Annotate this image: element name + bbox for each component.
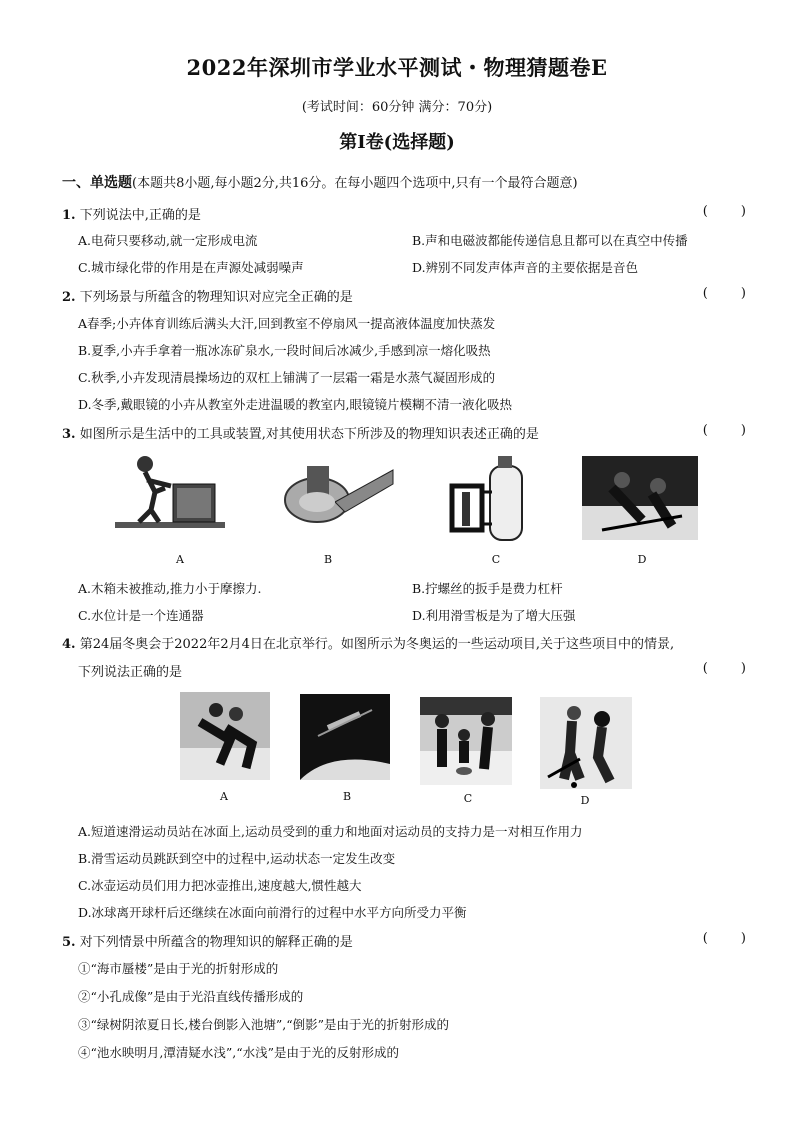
answer-blank: ( ) bbox=[702, 204, 746, 219]
option-d: D.辨别不同发声体声音的主要依据是音色 bbox=[412, 260, 639, 275]
figure-water-gauge bbox=[440, 452, 530, 542]
page-title: 2022年深圳市学业水平测试・物理猜题卷E bbox=[186, 55, 608, 80]
question-number: 4. bbox=[62, 637, 76, 652]
statement-1: ①“海市蜃楼”是由于光的折射形成的 bbox=[78, 961, 279, 976]
option-d: D.利用滑雪板是为了增大压强 bbox=[412, 608, 576, 623]
question-5 bbox=[62, 931, 353, 950]
figure-box-pushing bbox=[115, 452, 225, 532]
question-stem: 下列场景与所蕴含的物理知识对应完全正确的是 bbox=[79, 290, 353, 305]
question-2 bbox=[62, 286, 353, 305]
option-a: A.电荷只要移动,就一定形成电流 bbox=[78, 233, 258, 248]
question-1 bbox=[62, 204, 201, 223]
figure-ski-jump bbox=[300, 694, 390, 780]
option-d: D.冰球离开球杆后还继续在冰面向前滑行的过程中水平方向所受力平衡 bbox=[78, 905, 467, 920]
question-stem: 如图所示是生活中的工具或装置,对其使用状态下所涉及的物理知识表述正确的是 bbox=[79, 427, 539, 442]
question-4 bbox=[62, 633, 674, 652]
figure-speed-skating bbox=[180, 692, 270, 780]
section-label: 一、单选题 bbox=[62, 175, 132, 191]
statement-4: ④“池水映明月,潭清疑水浅”,“水浅”是由于光的反射形成的 bbox=[78, 1045, 400, 1060]
statement-2: ②“小孔成像”是由于光沿直线传播形成的 bbox=[78, 989, 304, 1004]
option-c: C.秋季,小卉发现清晨操场边的双杠上铺满了一层霜一霜是水蒸气凝固形成的 bbox=[78, 370, 496, 385]
option-a: A.短道速滑运动员站在冰面上,运动员受到的重力和地面对运动员的支持力是一对相互作用力 bbox=[78, 824, 583, 839]
question-3 bbox=[62, 423, 539, 442]
figure-caption: B bbox=[323, 553, 333, 566]
option-b: B.声和电磁波都能传递信息且都可以在真空中传播 bbox=[412, 233, 688, 248]
option-b: B.滑雪运动员跳跃到空中的过程中,运动状态一定发生改变 bbox=[78, 851, 396, 866]
question-stem: 对下列情景中所蕴含的物理知识的解释正确的是 bbox=[79, 935, 353, 950]
option-c: C.城市绿化带的作用是在声源处减弱噪声 bbox=[78, 260, 304, 275]
option-b: B.拧螺丝的扳手是费力杠杆 bbox=[412, 581, 563, 596]
exam-info: (考试时间：60分钟 满分：70分) bbox=[301, 100, 493, 115]
answer-blank: ( ) bbox=[702, 423, 746, 438]
question-number: 3. bbox=[62, 427, 76, 442]
option-a: A春季;小卉体育训练后满头大汗,回到教室不停扇风一提高液体温度加快蒸发 bbox=[78, 316, 496, 331]
figure-ice-hockey bbox=[540, 697, 632, 789]
option-b: B.夏季,小卉手拿着一瓶冰冻矿泉水,一段时间后冰减少,手感到凉一熔化吸热 bbox=[78, 343, 491, 358]
figure-caption: C bbox=[463, 792, 473, 805]
question-stem-continued: 下列说法正确的是 bbox=[78, 665, 183, 680]
statement-3: ③“绿树阴浓夏日长,楼台倒影入池塘”,“倒影”是由于光的折射形成的 bbox=[78, 1017, 450, 1032]
section-heading bbox=[62, 172, 578, 192]
option-c: C.水位计是一个连通器 bbox=[78, 608, 204, 623]
figure-caption: A bbox=[176, 553, 184, 566]
option-c: C.冰壶运动员们用力把冰壶推出,速度越大,惯性越大 bbox=[78, 878, 362, 893]
section-desc: (本题共8小题,每小题2分,共16分。在每小题四个选项中,只有一个最符合题意) bbox=[132, 176, 578, 191]
question-number: 5. bbox=[62, 935, 76, 950]
option-a: A.木箱未被推动,推力小于摩擦力. bbox=[78, 581, 262, 596]
figure-caption: C bbox=[491, 553, 501, 566]
question-stem: 下列说法中,正确的是 bbox=[79, 208, 201, 223]
answer-blank: ( ) bbox=[702, 286, 746, 301]
figure-curling bbox=[420, 697, 512, 785]
figure-caption: D bbox=[637, 553, 647, 566]
figure-caption: A bbox=[220, 790, 228, 803]
question-number: 2. bbox=[62, 290, 76, 305]
option-d: D.冬季,戴眼镜的小卉从教室外走进温暖的教室内,眼镜镜片模糊不清一液化吸热 bbox=[78, 397, 512, 412]
figure-wrench bbox=[275, 452, 395, 532]
answer-blank: ( ) bbox=[702, 931, 746, 946]
part-heading: 第Ⅰ卷(选择题) bbox=[339, 132, 455, 153]
answer-blank: ( ) bbox=[702, 661, 746, 676]
question-stem: 第24届冬奥会于2022年2月4日在北京举行。如图所示为冬奥运的一些运动项目,关于这些项目中的情景, bbox=[79, 637, 675, 652]
figure-caption: D bbox=[580, 794, 590, 807]
figure-skiers bbox=[582, 456, 698, 540]
figure-caption: B bbox=[342, 790, 352, 803]
question-number: 1. bbox=[62, 208, 76, 223]
